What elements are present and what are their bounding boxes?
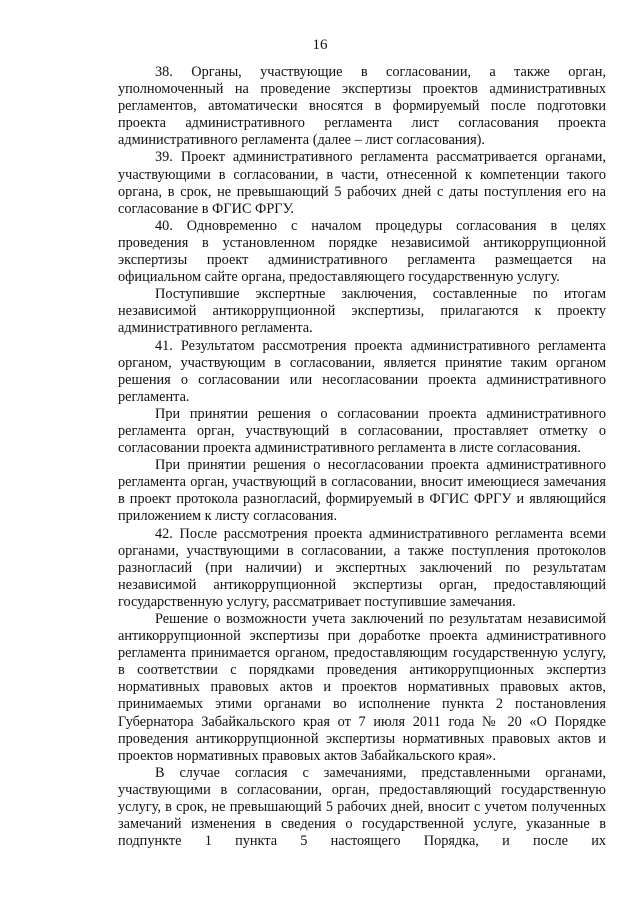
paragraph-40-expert-conclusions: Поступившие экспертные заключения, составленные по итогам независимой антикоррупционной экспертизы, прилагаются к проекту административного регламента. [118, 286, 606, 337]
paragraph-40: 40. Одновременно с началом процедуры согласования в целях проведения в установленном порядке независимой антикоррупционной экспертизы проект административного регламента размещается на официальном сайте органа, предоставляющего государственную услугу. [118, 217, 606, 286]
document-body [118, 64, 606, 850]
paragraph-38: 38. Органы, участвующие в согласовании, а также орган, уполномоченный на проведение экспертизы проектов административных регламентов, автоматически вносятся в формируемый после подготовки проекта административного регламента лист согласования проекта административного регламента (далее – лист согласования). [118, 64, 606, 149]
paragraph-42: 42. После рассмотрения проекта административного регламента всеми органами, участвующими в согласовании, а также поступления протоколов разногласий (при наличии) и экспертных заключений по результатам независимой антикоррупционной экспертизы орган, предоставляющий государственную услугу, рассматривает поступившие замечания. [118, 525, 606, 610]
paragraph-39: 39. Проект административного регламента рассматривается органами, участвующими в согласовании, в части, отнесенной к компетенции такого органа, в срок, не превышающий 5 рабочих дней с даты поступления его на согласование в ФГИС ФРГУ. [118, 149, 606, 217]
paragraph-41-approval: При принятии решения о согласовании проекта административного регламента орган, участвующий в согласовании, проставляет отметку о согласовании проекта административного регламента в листе согласования. [118, 405, 606, 457]
paragraph-42-decision: Решение о возможности учета заключений по результатам независимой антикоррупционной экспертизы при доработке проекта административного регламента принимается органом, предоставляющим государственную услугу, в соответствии с порядками проведения антикоррупционных экспертиз нормативных правовых актов и проектов нормативных правовых актов, принимаемых этими органами во исполнение пункта 2 постановления Губернатора Забайкальского края от 7 июля 2011 года № 20 «О Порядке проведения антикоррупционной экспертизы нормативных правовых актов и проектов нормативных правовых актов Забайкальского края». [118, 611, 606, 764]
paragraph-41-disapproval: При принятии решения о несогласовании проекта административного регламента орган, участвующий в согласовании, вносит имеющиеся замечания в проект протокола разногласий, формируемый в ФГИС ФРГУ и являющийся приложением к листу согласования. [118, 457, 606, 525]
page-number: 16 [312, 37, 328, 53]
paragraph-42-agreement: В случае согласия с замечаниями, представленными органами, участвующими в согласовании, орган, предоставляющий государственную услугу, в срок, не превышающий 5 рабочих дней, вносит с учетом полученных замечаний изменения в сведения о государственной услуге, указанные в подпункте 1 пункта 5 настоящего Порядка, и после их [118, 764, 606, 850]
paragraph-41: 41. Результатом рассмотрения проекта административного регламента органом, участвующим в согласовании, является принятие таким органом решения о согласовании или несогласовании проекта административного регламента. [118, 337, 606, 405]
